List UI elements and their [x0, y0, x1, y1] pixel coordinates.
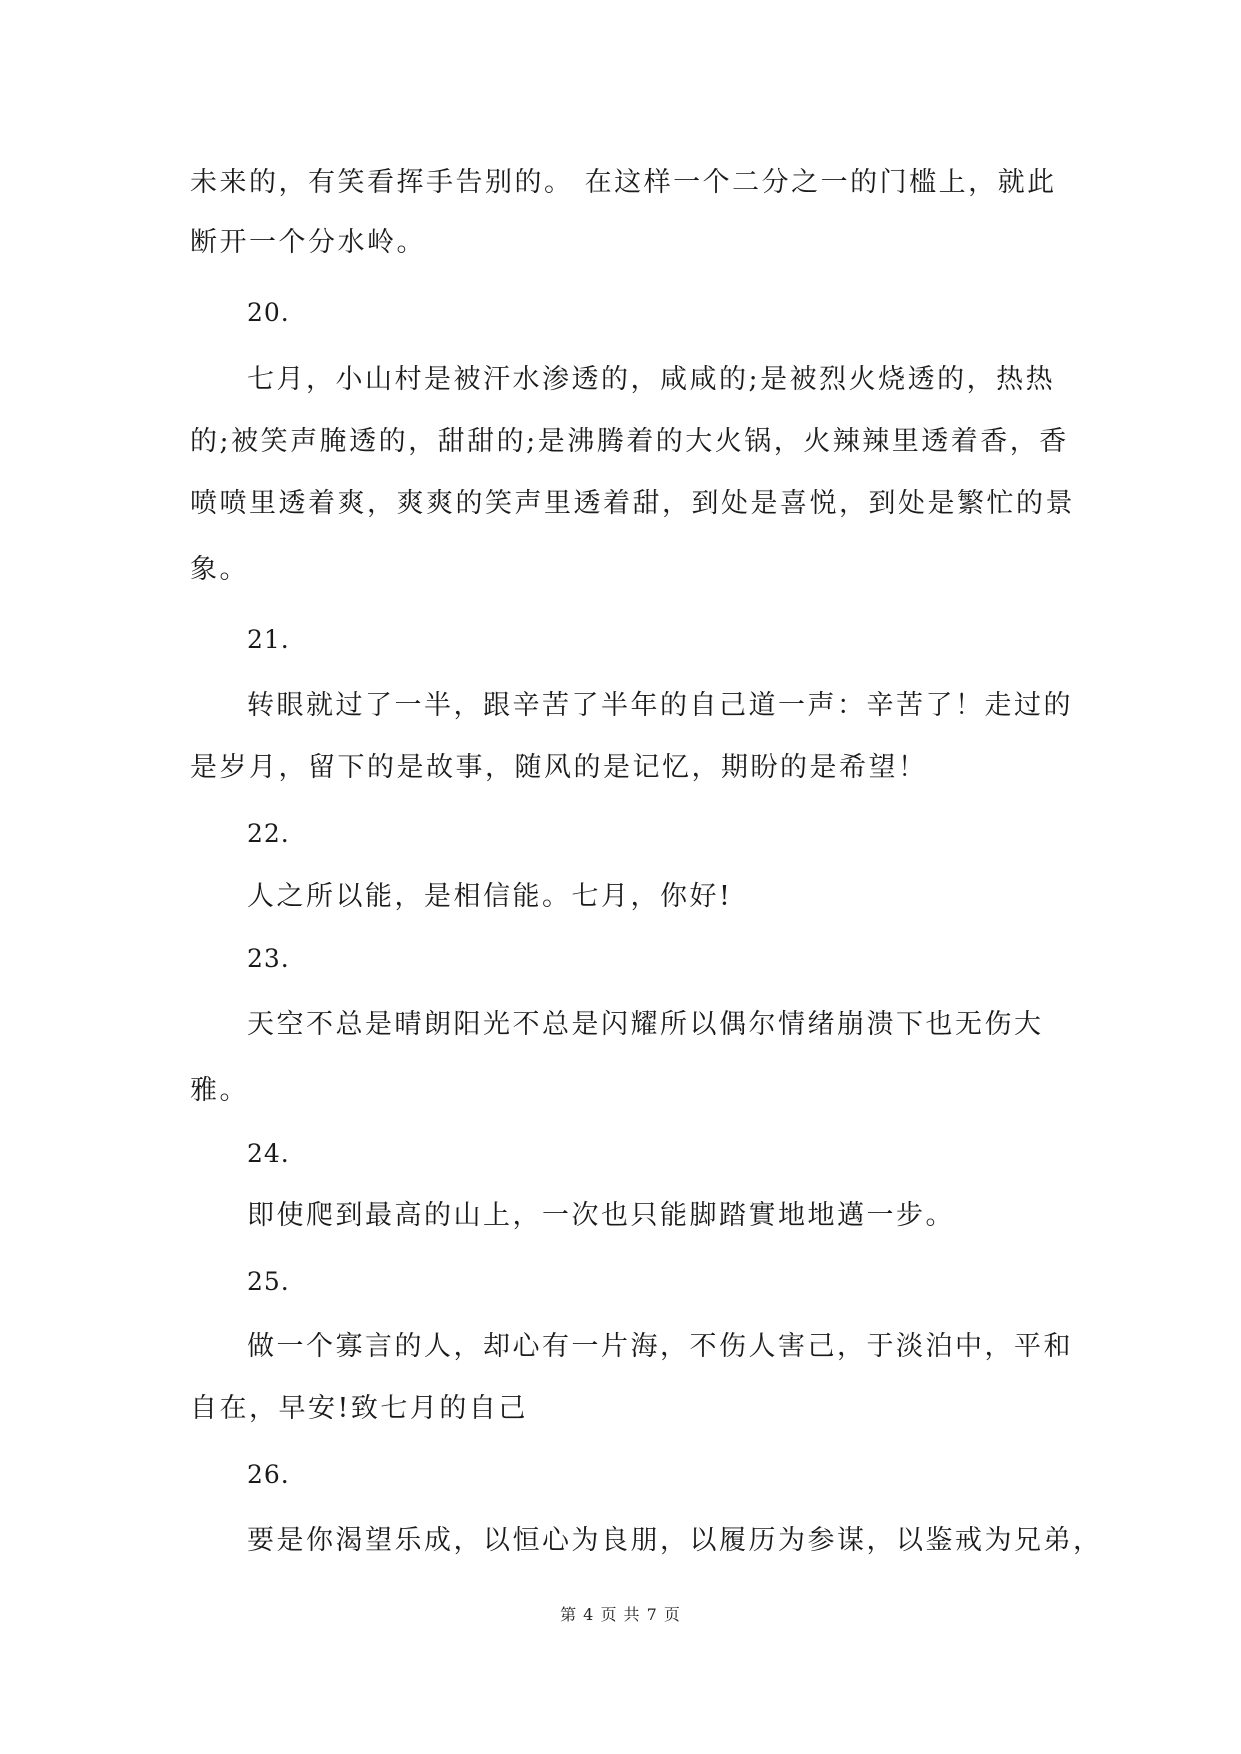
- text-line: 的;被笑声腌透的，甜甜的;是沸腾着的大火锅，火辣辣里透着香，香: [190, 426, 1069, 457]
- page-footer: 第 4 页 共 7 页: [560, 1605, 681, 1624]
- item-number: 24.: [247, 1139, 290, 1168]
- text-line: 天空不总是晴朗阳光不总是闪耀所以偶尔情绪崩溃下也无伤大: [247, 1009, 1044, 1040]
- text-line: 喷喷里透着爽，爽爽的笑声里透着甜，到处是喜悦，到处是繁忙的景: [190, 488, 1075, 519]
- text-line: 雅。: [190, 1075, 249, 1106]
- text-line: 断开一个分水岭。: [190, 227, 426, 258]
- text-line: 是岁月，留下的是故事，随风的是记忆，期盼的是希望！: [190, 752, 928, 783]
- text-line: 象。: [190, 554, 249, 585]
- item-number: 21.: [247, 625, 290, 654]
- text-line: 要是你渴望乐成，以恒心为良朋，以履历为参谋，以鉴戒为兄弟，: [247, 1525, 1103, 1556]
- text-line: 转眼就过了一半，跟辛苦了半年的自己道一声：辛苦了！走过的: [247, 690, 1073, 721]
- text-line: 人之所以能，是相信能。七月，你好!: [247, 881, 733, 912]
- text-line: 自在，早安!致七月的自己: [190, 1393, 528, 1424]
- item-number: 23.: [247, 944, 290, 973]
- text-line: 即使爬到最高的山上，一次也只能脚踏實地地邁一步。: [247, 1200, 955, 1231]
- document-page: [190, 0, 1103, 1754]
- item-number: 22.: [247, 819, 290, 848]
- item-number: 20.: [247, 298, 290, 327]
- item-number: 26.: [247, 1460, 290, 1489]
- text-line: 做一个寡言的人，却心有一片海，不伤人害己，于淡泊中，平和: [247, 1331, 1073, 1362]
- item-number: 25.: [247, 1267, 290, 1296]
- text-line: 未来的，有笑看挥手告别的。 在这样一个二分之一的门槛上，就此: [190, 167, 1057, 198]
- text-line: 七月，小山村是被汗水渗透的，咸咸的;是被烈火烧透的，热热: [247, 364, 1056, 395]
